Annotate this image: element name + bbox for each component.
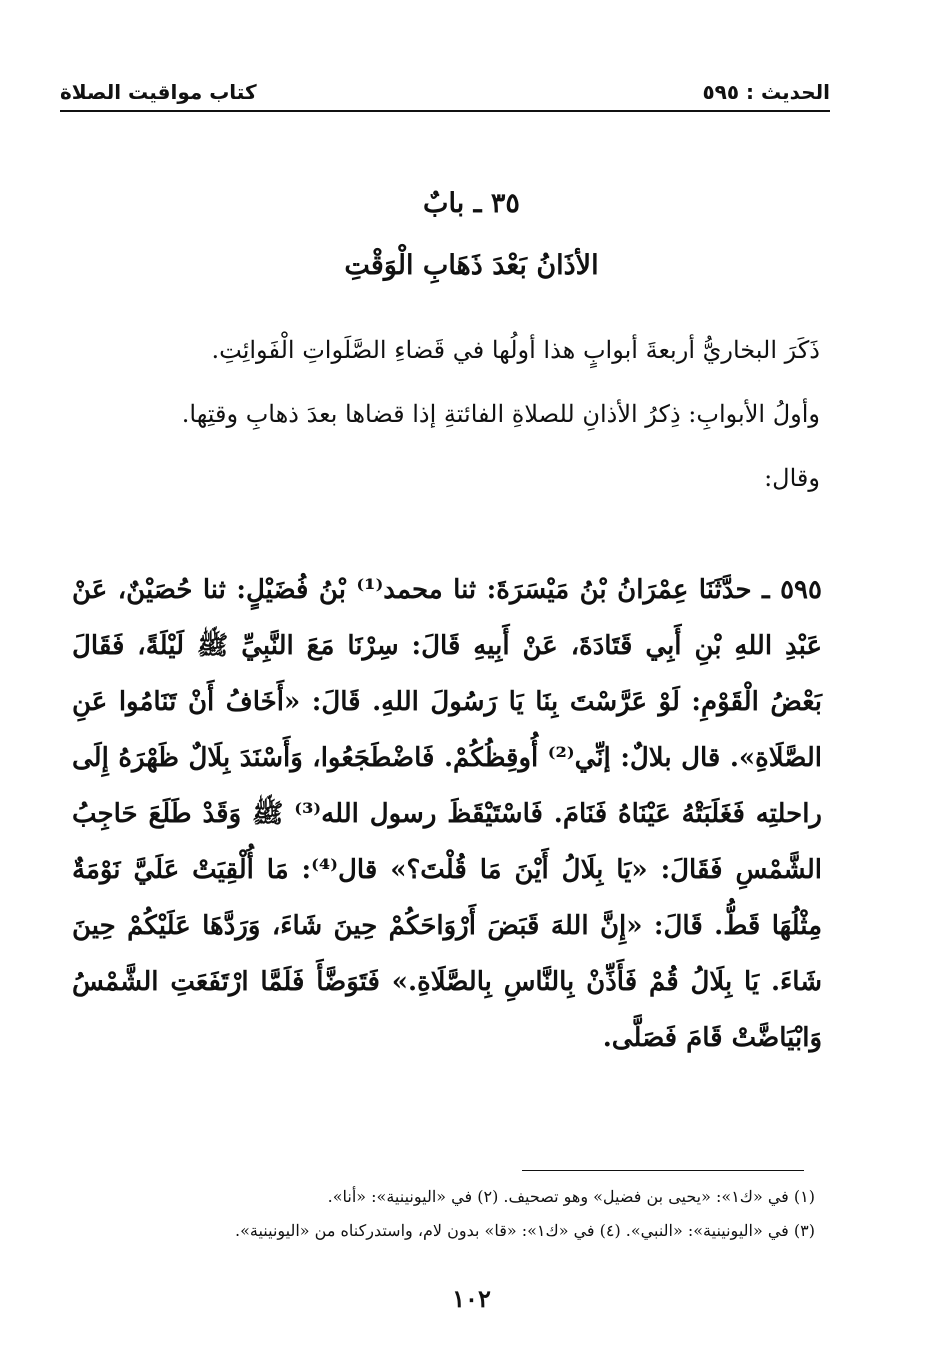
hadith-number: ٥٩٥ ـ [762,575,822,605]
hadith-text: حدَّثَنَا عِمْرَانُ بْنُ مَيْسَرَةَ: ثنا محمد⁽¹⁾ بْنُ فُضَيْلٍ: ثنا حُصَيْنٌ، عَنْ عَبْدِ اللهِ بْنِ أَبِي قَتَادَةَ، عَنْ أَبِيهِ قَالَ: سِرْنَا مَعَ النَّبِيِّ ﷺ لَيْلَةً، فَقَالَ بَعْضُ الْقَوْمِ: لَوْ عَرَّسْتَ بِنَا يَا رَسُولَ اللهِ. قَالَ: «أَخَافُ أَنْ تَنَامُوا عَنِ الصَّلَاةِ». قال بلالٌ: إنِّي⁽²⁾ أُوقِظُكُمْ. فَاضْطَجَعُوا، وَأَسْنَدَ بِلَالٌ ظَهْرَهُ إِلَى راحلتِه فَغَلَبَتْهُ عَيْنَاهُ فَنَامَ. فَاسْتَيْقَظَ رسول الله⁽³⁾ ﷺ وَقَدْ طَلَعَ حَاجِبُ الشَّمْسِ فَقَالَ: «يَا بِلَالُ أَيْنَ مَا قُلْتَ؟» قال⁽⁴⁾: مَا أُلْقِيَتْ عَلَيَّ نَوْمَةٌ مِثْلُهَا قَطُّ. قَالَ: «إِنَّ اللهَ قَبَضَ أَرْوَاحَكُمْ حِينَ شَاءَ، وَرَدَّهَا عَلَيْكُمْ حِينَ شَاءَ. يَا بِلَالُ قُمْ فَأَذِّنْ بِالنَّاسِ بِالصَّلَاةِ.» فَتَوَضَّأَ فَلَمَّا ارْتَفَعَتِ الشَّمْسُ وَابْيَاضَّتْ قَامَ فَصَلَّى. [72,575,823,1053]
intro-paragraph: ذَكَرَ البخاريُّ أربعةَ أبوابٍ هذا أولُها في قَضاءِ الصَّلَواتِ الْفَوائِتِ. [211,336,820,364]
chapter-title: الأذَانُ بَعْدَ ذَهَابِ الْوَقْتِ [344,250,599,281]
running-header [60,68,830,104]
intro-paragraph: وقال: [764,464,820,492]
footnote-line: (١) في «ك١»: «يحيى بن فضيل» وهو تصحيف. (٢) في «اليونينية»: «أنا». [327,1187,815,1206]
footnote-line: (٣) في «اليونينية»: «النبي». (٤) في «ك١»: «قا» بدون لام، واستدركناه من «اليونينية». [235,1221,815,1240]
chapter-number: ٣٥ ـ بابٌ [423,188,520,219]
header-hadith-label: الحديث : ٥٩٥ [702,80,830,104]
header-rule [60,110,830,112]
hadith-text-block [72,562,822,1066]
footnotes [70,1180,815,1248]
intro-section [80,318,820,510]
page-number: ١٠٢ [452,1284,491,1313]
intro-paragraph: وأولُ الأبوابِ: ذِكرُ الأذانِ للصلاةِ الفائتةِ إذا قضاها بعدَ ذهابِ وقتِها. [181,400,820,428]
footnote-rule [522,1170,804,1171]
header-book-title: كتاب مواقيت الصلاة [60,80,257,104]
